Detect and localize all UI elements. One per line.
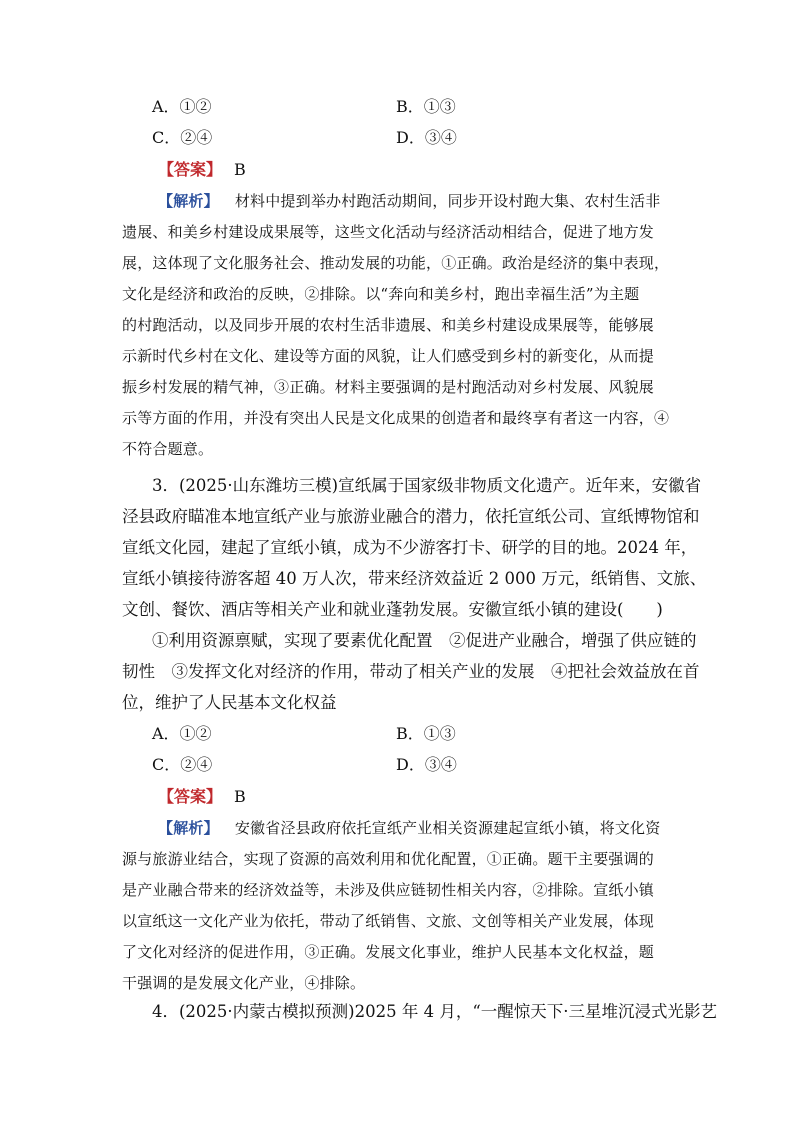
- q3-stem-line-4: 宣纸小镇接待游客超 40 万人次，带来经济效益近 2 000 万元，纸销售、文旅、: [122, 569, 707, 588]
- q2-option-d: D．③④: [396, 128, 457, 147]
- q3-answer-row: [158, 787, 246, 807]
- q3-option-a: A．①②: [152, 724, 212, 743]
- q2-answer-row: [158, 160, 246, 180]
- q3-analysis-line-4: 以宣纸这一文化产业为依托，带动了纸销售、文旅、文创等相关产业发展，体现: [122, 912, 655, 930]
- answer-tag: 【答案】: [158, 787, 223, 806]
- q2-analysis-line-1: 【解析】 材料中提到举办村跑活动期间，同步开设村跑大集、农村生活非: [158, 192, 661, 210]
- analysis-tag: 【解析】: [158, 819, 219, 837]
- q2-analysis-line-4: 文化是经济和政治的反映，②排除。以“奔向和美乡村，跑出幸福生活”为主题: [122, 285, 640, 303]
- q3-option-c: C．②④: [152, 755, 213, 774]
- q3-statement-line-1: ①利用资源禀赋，实现了要素优化配置 ②促进产业融合，增强了供应链的: [152, 631, 697, 650]
- q2-analysis-line-2: 遗展、和美乡村建设成果展等，这些文化活动与经济活动相结合，促进了地方发: [122, 223, 655, 241]
- q3-analysis-line-3: 是产业融合带来的经济效益等，未涉及供应链韧性相关内容，②排除。宣纸小镇: [122, 881, 655, 899]
- q2-analysis-line-8: 示等方面的作用，并没有突出人民是文化成果的创造者和最终享有者这一内容，④: [122, 409, 670, 427]
- q2-analysis-line-3: 展，这体现了文化服务社会、推动发展的功能，①正确。政治是经济的集中表现，: [122, 254, 670, 272]
- q3-analysis-line-1: 【解析】 安徽省泾县政府依托宣纸产业相关资源建起宣纸小镇，将文化资: [158, 819, 661, 837]
- q3-stem-line-3: 宣纸文化园，建起了宣纸小镇，成为不少游客打卡、研学的目的地。2024 年，: [122, 538, 698, 557]
- q2-option-a: A．①②: [152, 97, 212, 116]
- q2-option-b: B．①③: [396, 97, 456, 116]
- q2-analysis-line-5: 的村跑活动，以及同步开展的农村生活非遗展、和美乡村建设成果展等，能够展: [122, 316, 655, 334]
- q3-analysis-line-2: 源与旅游业结合，实现了资源的高效利用和优化配置，①正确。题干主要强调的: [122, 850, 655, 868]
- answer-value: B: [234, 787, 246, 806]
- q3-stem-line-1: 3．(2025·山东潍坊三模)宣纸属于国家级非物质文化遗产。近年来，安徽省: [152, 476, 702, 495]
- q2-option-c: C．②④: [152, 128, 213, 147]
- q2-analysis-line-9: 不符合题意。: [122, 440, 214, 458]
- analysis-tag: 【解析】: [158, 192, 219, 210]
- q3-analysis-line-5: 了文化对经济的促进作用，③正确。发展文化事业，维护人民基本文化权益，题: [122, 943, 655, 961]
- answer-value: B: [234, 160, 246, 179]
- q3-analysis-line-6: 干强调的是发展文化产业，④排除。: [122, 974, 366, 992]
- q2-analysis-line-7: 振乡村发展的精气神，③正确。材料主要强调的是村跑活动对乡村发展、风貌展: [122, 378, 655, 396]
- q3-option-d: D．③④: [396, 755, 457, 774]
- q3-stem-line-2: 泾县政府瞄准本地宣纸产业与旅游业融合的潜力，依托宣纸公司、宣纸博物馆和: [122, 507, 700, 526]
- q3-stem-line-5: 文创、餐饮、酒店等相关产业和就业蓬勃发展。安徽宣纸小镇的建设( ): [122, 600, 663, 619]
- q3-option-b: B．①③: [396, 724, 456, 743]
- q3-statement-line-3: 位，维护了人民基本文化权益: [122, 693, 337, 712]
- q4-stem-line-1: 4．(2025·内蒙古模拟预测)2025 年 4 月，“一醒惊天下·三星堆沉浸式光影艺: [152, 1002, 718, 1021]
- q3-statement-line-2: 韧性 ③发挥文化对经济的作用，带动了相关产业的发展 ④把社会效益放在首: [122, 662, 700, 681]
- q2-analysis-line-6: 示新时代乡村在文化、建设等方面的风貌，让人们感受到乡村的新变化，从而提: [122, 347, 655, 365]
- answer-tag: 【答案】: [158, 160, 223, 179]
